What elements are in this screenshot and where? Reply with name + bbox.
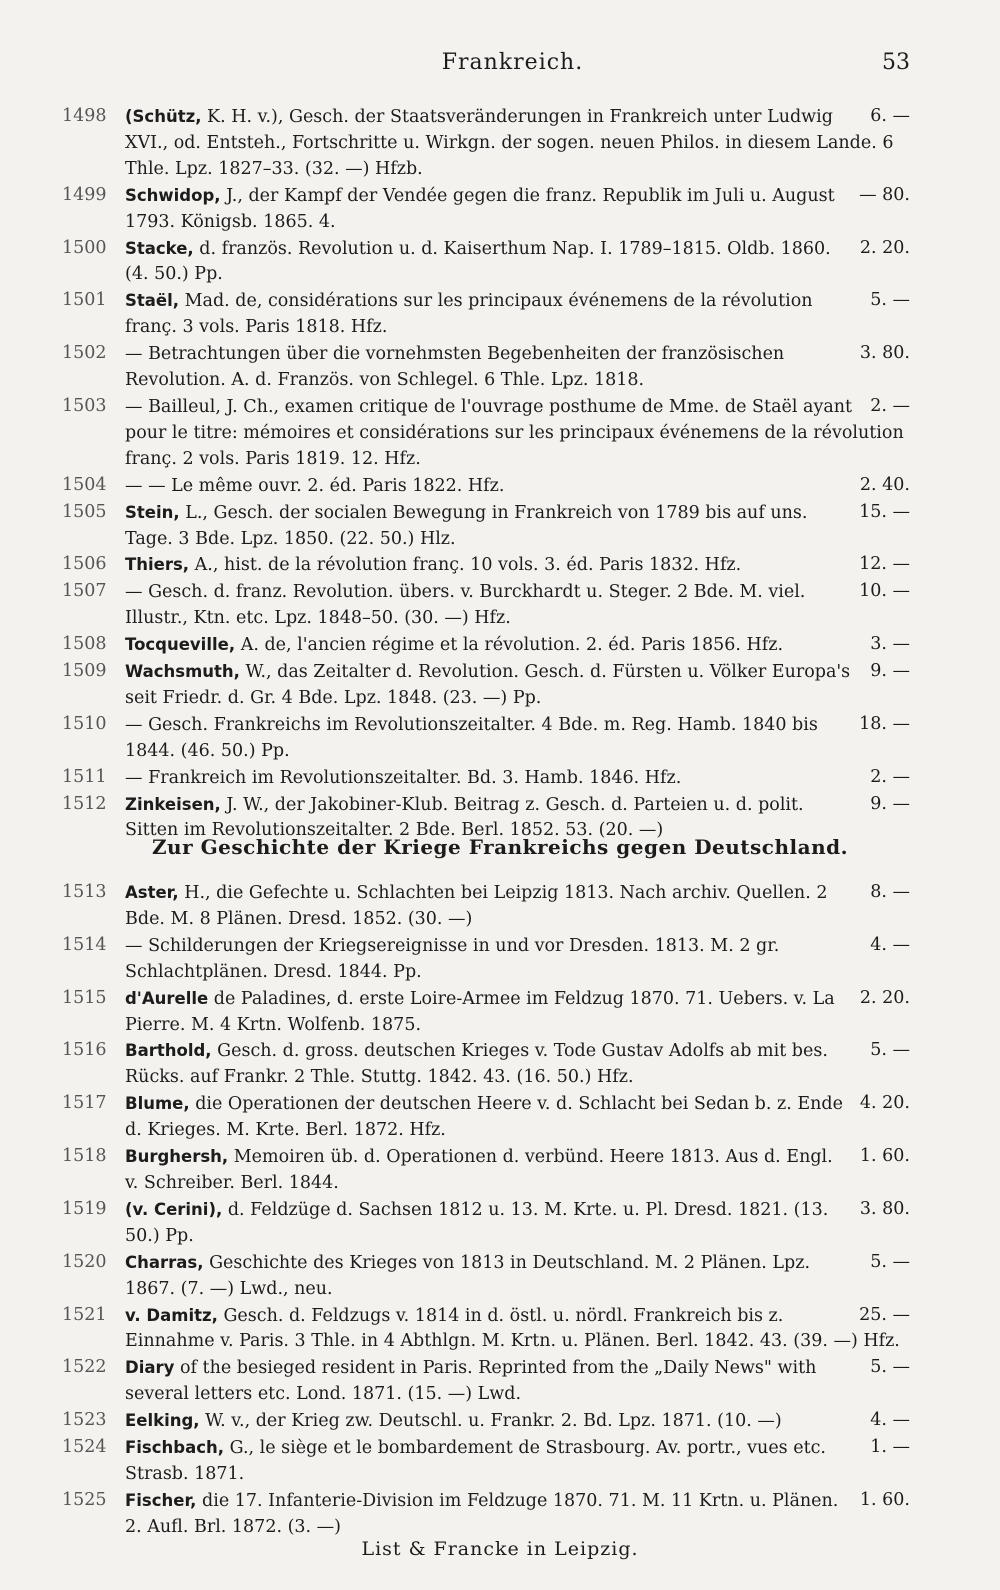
entry-price: 10. — xyxy=(859,581,910,602)
entry-author: Barthold, xyxy=(125,1041,212,1061)
catalog-entry xyxy=(0,659,1000,712)
entry-description: of the besieged resident in Paris. Reprinted from the „Daily News" with several letters etc. Lond. 1871. (15. —) Lwd. xyxy=(125,1358,817,1405)
entry-price: 25. — xyxy=(859,1304,910,1325)
catalog-entry xyxy=(0,183,1000,236)
entry-author: Tocqueville, xyxy=(125,635,236,655)
entry-description: Gesch. d. gross. deutschen Krieges v. Tode Gustav Adolfs ab mit bes. Rücks. auf Frankr. 2 Thle. Stuttg. 1842. 43. (16. 50.) Hfz. xyxy=(125,1041,828,1088)
entry-price: 1. 60. xyxy=(859,1489,910,1510)
entry-number: 1499 xyxy=(62,184,107,205)
entry-description: die Operationen der deutschen Heere v. d. Schlacht bei Sedan b. z. Ende d. Krieges. M. Krte. Berl. 1872. Hfz. xyxy=(125,1094,843,1141)
entry-description: H., die Gefechte u. Schlachten bei Leipzig 1813. Nach archiv. Quellen. 2 Bde. M. 8 Plänen. Dresd. 1852. (30. —) xyxy=(125,883,828,929)
entry-price: 3. 80. xyxy=(859,1198,910,1219)
entry-price: 2. — xyxy=(870,766,910,787)
entry-description: — Schilderungen der Kriegsereignisse in und vor Dresden. 1813. M. 2 gr. Schlachtplänen. Dresd. 1844. Pp. xyxy=(125,935,780,982)
entry-price: 4. — xyxy=(870,1410,910,1431)
entry-description: — Frankreich im Revolutionszeitalter. Bd. 3. Hamb. 1846. Hfz. xyxy=(125,767,682,788)
catalog-entry xyxy=(0,552,1000,579)
entry-description: — Bailleul, J. Ch., examen critique de l'ouvrage posthume de Mme. de Staël ayant pour le titre: mémoires et considérations sur les principaux événemens de la révolution franç. 2 vols. Paris 1819. 12. Hfz. xyxy=(125,396,904,469)
entry-number: 1504 xyxy=(62,474,107,495)
entry-price: 4. 20. xyxy=(859,1093,910,1114)
entry-author: Fischbach, xyxy=(125,1438,225,1458)
entry-price: 18. — xyxy=(859,713,910,734)
entry-description: Gesch. d. Feldzugs v. 1814 in d. östl. u. nördl. Frankreich bis z. Einnahme v. Paris. 3 Thle. in 4 Abthlgn. M. Krtn. u. Plänen. Berl. 1842. 43. (39. —) Hfz. xyxy=(125,1305,900,1352)
catalog-entry xyxy=(0,1355,1000,1408)
catalog-entry xyxy=(0,579,1000,632)
catalog-entry xyxy=(0,1144,1000,1197)
catalog-entry xyxy=(0,288,1000,341)
entry-author: Stacke, xyxy=(125,238,194,258)
entry-number: 1510 xyxy=(62,713,107,734)
entries-wars xyxy=(0,880,1000,1541)
entry-description: Geschichte des Krieges von 1813 in Deutschland. M. 2 Plänen. Lpz. 1867. (7. —) Lwd., neu. xyxy=(125,1252,811,1299)
entry-number: 1515 xyxy=(62,987,107,1008)
entry-number: 1514 xyxy=(62,934,107,955)
entry-description: W., das Zeitalter d. Revolution. Gesch. d. Fürsten u. Völker Europa's seit Friedr. d. Gr. 4 Bde. Lpz. 1848. (23. —) Pp. xyxy=(125,662,851,708)
catalog-entry xyxy=(0,712,1000,765)
catalog-entry xyxy=(0,236,1000,289)
entry-number: 1509 xyxy=(62,661,107,682)
entry-number: 1508 xyxy=(62,634,107,655)
entry-number: 1513 xyxy=(62,882,107,902)
entry-description: — Betrachtungen über die vornehmsten Begebenheiten der französischen Revolution. A. d. Französ. von Schlegel. 6 Thle. Lpz. 1818. xyxy=(125,344,785,391)
catalog-entry xyxy=(0,1488,1000,1541)
catalog-entry xyxy=(0,1303,1000,1356)
entry-author: Burghersh, xyxy=(125,1147,229,1167)
entry-description: A. de, l'ancien régime et la révolution. 2. éd. Paris 1856. Hfz. xyxy=(240,635,784,656)
entry-author: Charras, xyxy=(125,1252,204,1272)
entry-number: 1501 xyxy=(62,290,107,311)
entry-number: 1505 xyxy=(62,501,107,522)
catalog-entry xyxy=(0,473,1000,500)
entry-description: — Gesch. d. franz. Revolution. übers. v. Burckhardt u. Steger. 2 Bde. M. viel. Illustr., Ktn. etc. Lpz. 1848–50. (30. —) Hfz. xyxy=(125,582,806,629)
entry-price: 2. 40. xyxy=(859,474,910,495)
entries-revolution xyxy=(0,104,1000,844)
entry-author: Blume, xyxy=(125,1094,190,1114)
catalog-entry xyxy=(0,1197,1000,1250)
entry-price: 3. 80. xyxy=(859,343,910,364)
section-heading: Zur Geschichte der Kriege Frankreichs gegen Deutschland. xyxy=(151,835,849,859)
entry-price: 15. — xyxy=(859,501,910,522)
catalog-entry xyxy=(0,933,1000,986)
catalog-entry xyxy=(0,765,1000,792)
entry-number: 1512 xyxy=(62,793,107,814)
entry-price: 1. 60. xyxy=(859,1146,910,1167)
catalog-entry xyxy=(0,1250,1000,1303)
entry-price: 9. — xyxy=(870,793,910,814)
entry-price: 2. — xyxy=(870,395,910,416)
entry-number: 1498 xyxy=(62,106,107,126)
catalog-entry xyxy=(0,1091,1000,1144)
entry-author: Zinkeisen, xyxy=(125,794,221,814)
entry-price: 4. — xyxy=(870,934,910,955)
entry-price: 5. — xyxy=(870,1251,910,1272)
entry-number: 1500 xyxy=(62,237,107,258)
entry-description: — Gesch. Frankreichs im Revolutionszeitalter. 4 Bde. m. Reg. Hamb. 1840 bis 1844. (46. 50.) Pp. xyxy=(125,714,818,761)
entry-author: Stein, xyxy=(125,502,180,522)
catalog-entry xyxy=(0,632,1000,659)
entry-number: 1522 xyxy=(62,1357,107,1378)
catalog-entry xyxy=(0,104,1000,183)
entry-number: 1521 xyxy=(62,1304,107,1325)
entry-price: 2. 20. xyxy=(859,987,910,1008)
entry-description: Mad. de, considérations sur les principaux événemens de la révolution franç. 3 vols. Paris 1818. Hfz. xyxy=(125,291,813,338)
catalog-entry xyxy=(0,1408,1000,1435)
entry-number: 1511 xyxy=(62,766,107,787)
entry-price: 3. — xyxy=(870,634,910,655)
entry-number: 1516 xyxy=(62,1040,107,1061)
catalog-entry xyxy=(0,500,1000,553)
entry-author: Staël, xyxy=(125,291,180,311)
page-number: 53 xyxy=(882,50,910,75)
entry-price: 6. — xyxy=(870,106,910,126)
entry-author: Wachsmuth, xyxy=(125,662,240,682)
entry-price: 2. 20. xyxy=(859,237,910,258)
entry-number: 1524 xyxy=(62,1437,107,1458)
entry-price: 5. — xyxy=(870,290,910,311)
entry-description: G., le siège et le bombardement de Strasbourg. Av. portr., vues etc. Strasb. 1871. xyxy=(125,1438,826,1484)
entry-description: J. W., der Jakobiner-Klub. Beitrag z. Gesch. d. Parteien u. d. polit. Sitten im Revolutionszeitalter. 2 Bde. Berl. 1852. 53. (20. —) xyxy=(125,794,804,841)
entry-author: Thiers, xyxy=(125,555,190,575)
entry-description: de Paladines, d. erste Loire-Armee im Feldzug 1870. 71. Uebers. v. La Pierre. M. 4 Krtn. Wolfenb. 1875. xyxy=(125,988,835,1035)
entry-price: 8. — xyxy=(870,882,910,902)
catalog-entry xyxy=(0,1435,1000,1488)
entry-author: Fischer, xyxy=(125,1490,197,1510)
entry-description: J., der Kampf der Vendée gegen die franz. Republik im Juli u. August 1793. Königsb. 1865. 4. xyxy=(125,185,835,232)
catalog-entry xyxy=(0,394,1000,473)
entry-author: Eelking, xyxy=(125,1411,200,1431)
entry-description: L., Gesch. der socialen Bewegung in Frankreich von 1789 bis auf uns. Tage. 3 Bde. Lpz. 1850. (22. 50.) Hlz. xyxy=(125,502,808,549)
entry-description: d. französ. Revolution u. d. Kaiserthum Nap. I. 1789–1815. Oldb. 1860. (4. 50.) Pp. xyxy=(125,238,831,285)
entry-number: 1517 xyxy=(62,1093,107,1114)
entry-number: 1507 xyxy=(62,581,107,602)
entry-number: 1525 xyxy=(62,1489,107,1510)
entry-description: d. Feldzüge d. Sachsen 1812 u. 13. M. Krte. u. Pl. Dresd. 1821. (13. 50.) Pp. xyxy=(125,1199,829,1246)
entry-author: Schwidop, xyxy=(125,185,221,205)
entry-author: Diary xyxy=(125,1358,175,1378)
entry-price: 9. — xyxy=(870,661,910,682)
publisher-footer: List & Francke in Leipzig. xyxy=(361,1538,639,1560)
entry-author: v. Damitz, xyxy=(125,1305,218,1325)
entry-number: 1519 xyxy=(62,1198,107,1219)
entry-number: 1523 xyxy=(62,1410,107,1431)
entry-number: 1518 xyxy=(62,1146,107,1167)
entry-author: Aster, xyxy=(125,883,179,902)
catalog-entry xyxy=(0,986,1000,1039)
entry-description: W. v., der Krieg zw. Deutschl. u. Frankr. 2. Bd. Lpz. 1871. (10. —) xyxy=(205,1411,782,1432)
entry-price: 12. — xyxy=(859,554,910,575)
catalog-entry xyxy=(0,880,1000,933)
catalog-entry xyxy=(0,1038,1000,1091)
entry-price: — 80. xyxy=(859,184,910,205)
entry-description: die 17. Infanterie-Division im Feldzuge 1870. 71. M. 11 Krtn. u. Plänen. 2. Aufl. Brl. 1872. (3. —) xyxy=(125,1490,839,1537)
page-title: Frankreich. xyxy=(441,50,584,75)
entry-number: 1520 xyxy=(62,1251,107,1272)
entry-description: Memoiren üb. d. Operationen d. verbünd. Heere 1813. Aus d. Engl. v. Schreiber. Berl. 1844. xyxy=(125,1147,833,1193)
entry-number: 1503 xyxy=(62,395,107,416)
entry-price: 5. — xyxy=(870,1357,910,1378)
entry-number: 1502 xyxy=(62,343,107,364)
page-header xyxy=(115,50,910,84)
catalog-entry xyxy=(0,341,1000,394)
entry-description: K. H. v.), Gesch. der Staatsveränderungen in Frankreich unter Ludwig XVI., od. Entsteh., Fortschritte u. Wirkgn. der sogen. neuen Philos. in diesem Lande. 6 Thle. Lpz. 1827–33. (32. —) Hfzb. xyxy=(125,107,894,179)
entry-description: A., hist. de la révolution franç. 10 vols. 3. éd. Paris 1832. Hfz. xyxy=(194,555,742,576)
entry-price: 5. — xyxy=(870,1040,910,1061)
entry-author: d'Aurelle xyxy=(125,988,209,1008)
entry-number: 1506 xyxy=(62,554,107,575)
entry-description: — — Le même ouvr. 2. éd. Paris 1822. Hfz. xyxy=(125,475,505,496)
entry-price: 1. — xyxy=(870,1437,910,1458)
entry-author: (v. Cerini), xyxy=(125,1199,223,1219)
entry-author: (Schütz, xyxy=(125,107,202,126)
